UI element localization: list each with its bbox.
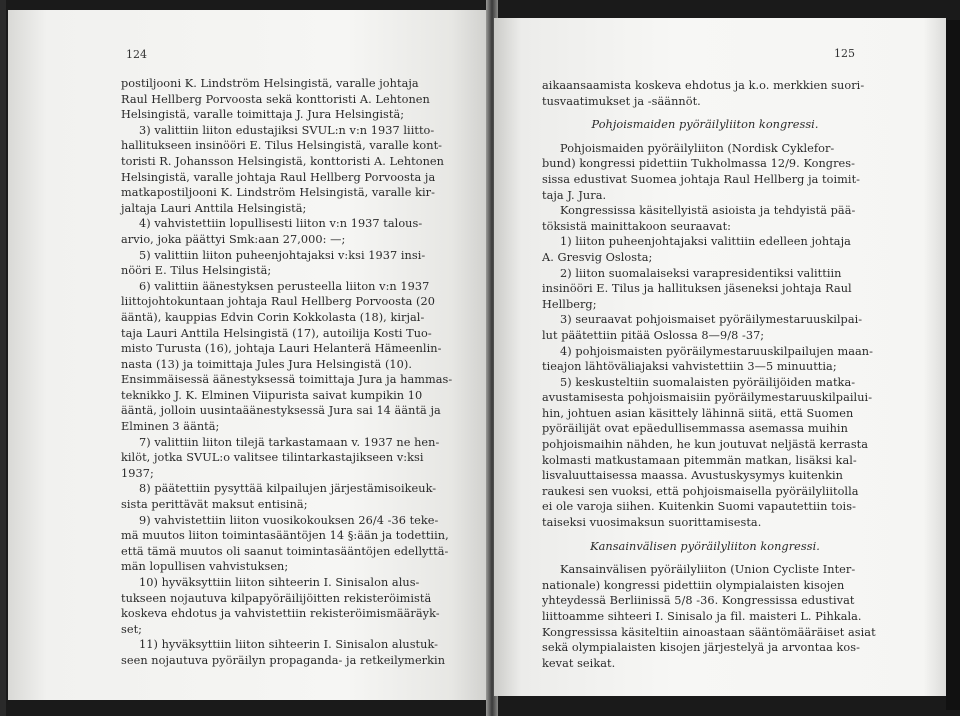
text-line: ei ole varoja siihen. Kuitenkin Suomi vapautettiin tois- [542,500,856,514]
text-line: avustamisesta pohjoismaisiin pyöräilymestaruuskilpailui- [542,391,873,405]
left-page [8,10,490,700]
text-line: pohjoismaihin nähden, he kun joutuvat neljästä kerrasta [542,438,869,452]
text-line: Elminen 3 ääntä; [121,420,220,434]
text-line: 8) päätettiin pysyttää kilpailujen järjestämisoikeuk- [139,482,437,496]
text-line: liittojohtokuntaan johtaja Raul Hellberg Porvoosta (20 [121,295,435,309]
text-line: taiseksi vuosimaksun suorittamisesta. [542,516,762,530]
text-line: Helsingistä, varalle toimittaja J. Jura Helsingistä; [121,108,405,122]
text-line: Ensimmäisessä äänestyksessä toimittaja Jura ja hammas- [121,373,453,387]
text-line: 5) valittiin liiton puheenjohtajaksi v:ksi 1937 insi- [139,248,426,262]
page-number: 125 [834,47,855,60]
text-line: aikaansaamista koskeva ehdotus ja k.o. merkkien suori- [542,79,865,92]
page-number: 124 [126,48,147,61]
text-line: kevat seikat. [542,656,616,670]
text-line: Raul Hellberg Porvoosta sekä konttoristi A. Lehtonen [121,92,430,106]
text-line: että tämä muutos oli saanut toimintasääntöjen edellyttä- [121,544,449,558]
text-line: Helsingistä, varalle johtaja Raul Hellberg Porvoosta ja [121,170,436,184]
background-edge [946,20,960,710]
text-line: 5) keskusteltiin suomalaisten pyöräilijöiden matka- [560,375,856,389]
text-line: sista perittävät maksut entisinä; [121,498,308,512]
text-line: teknikko J. K. Elminen Viipurista saivat kumpikin 10 [121,388,423,402]
text-line: liittoamme sihteeri I. Sinisalo ja fil. maisteri L. Pihkala. [542,610,862,623]
text-line: tukseen nojautuva kilpapyöräilijöitten rekisteröimistä [121,591,432,605]
text-line: arvio, joka päättyi Smk:aan 27,000: —; [121,232,346,246]
text-line: 1937; [121,466,154,480]
text-line: Kongressissa käsiteltiin ainoastaan sääntömääräiset asiat [542,625,876,639]
text-line: 9) vahvistettiin liiton vuosikokouksen 26/4 -36 teke- [139,513,439,527]
text-line: matkapostiljooni K. Lindström Helsingistä, varalle kir- [121,186,435,200]
text-line: tusvaatimukset ja -säännöt. [542,94,701,108]
text-line: 3) valittiin liiton edustajiksi SVUL:n v:n 1937 liitto- [139,123,435,137]
text-line: hin, johtuen asian käsittely lähinnä siitä, että Suomen [542,406,854,420]
text-line: tieajon lähtöväliajaksi vahvistettiin 3—5 minuuttia; [542,360,837,374]
text-line: 2) liiton suomalaiseksi varapresidentiksi valittiin [560,266,842,280]
right-page [494,18,946,696]
text-line: kolmasti matkustamaan pitemmän matkan, lisäksi kal- [542,453,857,467]
text-line: Kansainvälisen pyöräilyliiton (Union Cycliste Inter- [560,563,856,577]
text-line: A. Gresvig Oslosta; [542,250,653,264]
text-line: sissa edustivat Suomea johtaja Raul Hellberg ja toimit- [542,172,861,186]
text-line: taja J. Jura. [542,188,607,202]
text-line: nationale) kongressi pidettiin olympialaisten kisojen [542,578,845,592]
text-line: seen nojautuva pyöräilyn propaganda- ja retkeilymerkin [121,653,446,667]
text-line: hallitukseen insinööri E. Tilus Helsingistä, varalle kont- [121,139,443,153]
text-line: nööri E. Tilus Helsingistä; [121,264,272,278]
text-line: koskeva ehdotus ja vahvistettiin rekisteröimismääräyk- [121,607,440,621]
text-line: 6) valittiin äänestyksen perusteella liiton v:n 1937 [139,279,430,293]
text-line: taja Lauri Anttila Helsingistä (17), autoilija Kosti Tuo- [121,326,432,340]
text-line: ääntä, jolloin uusintaäänestyksessä Jura sai 14 ääntä ja [121,404,441,418]
section-heading: Kansainvälisen pyöräilyliiton kongressi. [590,539,820,553]
text-line: pyöräilijät ovat epäedullisemmassa asemassa muihin [542,422,848,436]
text-line: jaltaja Lauri Anttila Helsingistä; [121,201,307,215]
text-line: lut päätettiin pitää Oslossa 8—9/8 -37; [542,328,765,342]
text-line: yhteydessä Berliinissä 5/8 -36. Kongressissa edustivat [542,594,855,608]
text-line: sekä olympialaisten kisojen järjestelyä ja arvontaa kos- [542,641,860,655]
text-line: raukesi sen vuoksi, että pohjoismaisella pyöräilyliitolla [542,484,859,498]
text-line: töksistä mainittakoon seuraavat: [542,219,732,233]
text-line: 4) vahvistettiin lopullisesti liiton v:n 1937 talous- [139,217,423,231]
text-line: mä muutos liiton toimintasääntöjen 14 §:ään ja todettiin, [121,529,449,543]
text-line: set; [121,622,143,636]
text-line: män lopullisen vahvistuksen; [121,560,289,574]
text-line: 3) seuraavat pohjoismaiset pyöräilymestaruuskilpai- [560,313,863,327]
text-line: 4) pohjoismaisten pyöräilymestaruuskilpailujen maan- [560,344,874,358]
text-line: postiljooni K. Lindström Helsingistä, varalle johtaja [121,77,419,90]
text-line: insinööri E. Tilus ja hallituksen jäseneksi johtaja Raul [542,282,852,296]
text-line: Kongressissa käsitellyistä asioista ja tehdyistä pää- [560,204,856,218]
text-line: 7) valittiin liiton tilejä tarkastamaan v. 1937 ne hen- [139,435,440,449]
text-line: bund) kongressi pidettiin Tukholmassa 12/9. Kongres- [542,157,855,171]
text-line: ääntä), kauppias Edvin Corin Kokkolasta (18), kirjal- [121,310,425,324]
text-line: toristi R. Johansson Helsingistä, konttoristi A. Lehtonen [121,154,444,168]
text-line: kilöt, jotka SVUL:o valitsee tilintarkastajikseen v:ksi [121,451,424,465]
text-line: nasta (13) ja toimittaja Jules Jura Helsingistä (10). [121,357,413,371]
text-line: Pohjoismaiden pyöräilyliiton (Nordisk Cyklefor- [560,141,835,155]
section-heading: Pohjoismaiden pyöräilyliiton kongressi. [591,118,819,132]
text-line: Hellberg; [542,297,597,311]
text-line: lisvaluuttaisessa maassa. Avustuskysymys kuitenkin [542,469,843,483]
text-line: 11) hyväksyttiin liiton sihteerin I. Sinisalon alustuk- [139,638,439,652]
text-line: 10) hyväksyttiin liiton sihteerin I. Sinisalon alus- [139,576,420,589]
text-line: 1) liiton puheenjohtajaksi valittiin edelleen johtaja [560,235,851,249]
text-line: misto Turusta (16), johtaja Lauri Helanterä Hämeenlin- [121,342,442,356]
left-page-body [121,76,453,669]
right-page-body [542,78,876,671]
